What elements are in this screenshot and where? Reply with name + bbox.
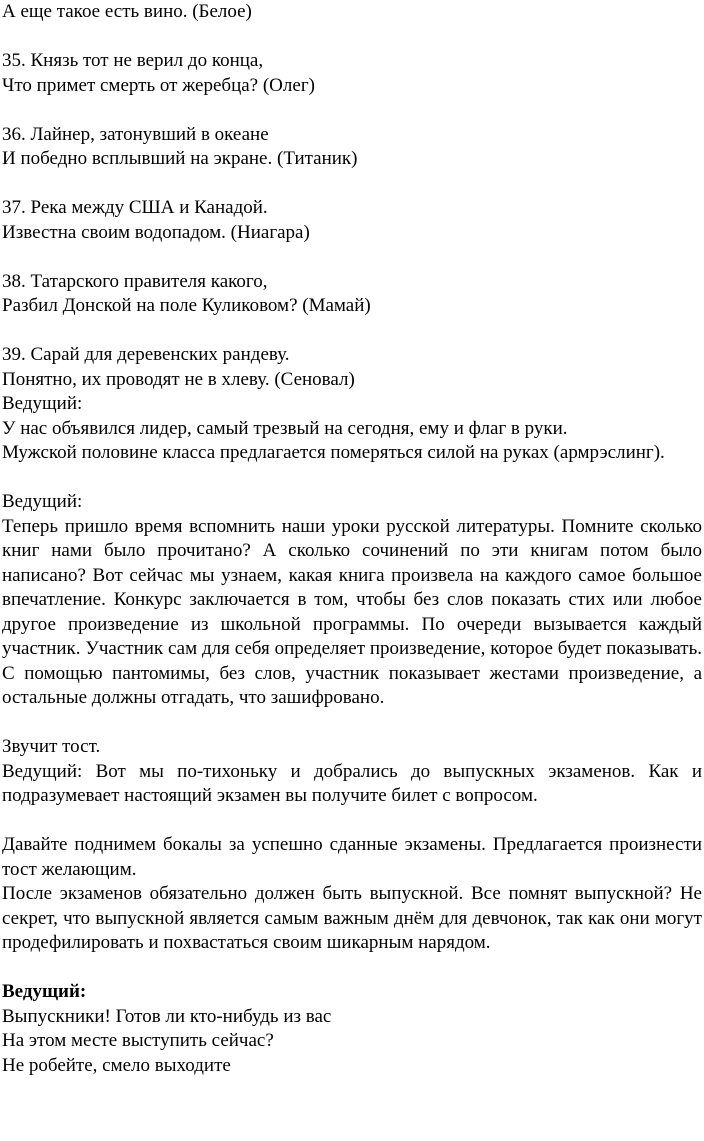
text-line: У нас объявился лидер, самый трезвый на сегодня, ему и флаг в руки. <box>2 417 568 439</box>
text-line: Звучит тост. <box>2 736 101 757</box>
blank-line <box>2 98 702 123</box>
text-line: А еще такое есть вино. (Белое) <box>2 1 252 22</box>
riddle-line: Разбил Донской на поле Куликовом? (Мамай) <box>2 295 371 316</box>
document-page <box>2 0 702 1078</box>
paragraph-toast: Давайте поднимем бокалы за успешно сданные экзамены. Предлагается произнести тост желающим. <box>2 834 702 880</box>
blank-line <box>2 956 702 981</box>
verse-line: Не робейте, смело выходите <box>2 1054 231 1076</box>
paragraph-prom: После экзаменов обязательно должен быть выпускной. Все помнят выпускной? Не секрет, что выпускной является самым важным днём для девчонок, так как они могут продефилировать и похвастаться своим шикарным нарядом. <box>2 883 702 953</box>
blank-line <box>2 466 702 491</box>
blank-line <box>2 172 702 197</box>
riddle-line: 38. Татарского правителя какого, <box>2 270 268 292</box>
speaker-label: Ведущий: <box>2 491 83 512</box>
riddle-line: Что примет смерть от жеребца? (Олег) <box>2 74 315 96</box>
paragraph-exams: Ведущий: Вот мы по-тихоньку и добрались до выпускных экзаменов. Как и подразумевает настоящий экзамен вы получите билет с вопросом. <box>2 760 702 806</box>
speaker-label-bold: Ведущий: <box>2 981 87 1002</box>
riddle-line: 37. Река между США и Канадой. <box>2 197 268 218</box>
paragraph-literature-contest: Теперь пришло время вспомнить наши уроки русской литературы. Помните сколько книг нами было прочитано? А сколько сочинений по эти книгам потом было написано? Вот сейчас мы узнаем, какая книга произвела на каждого самое большое впечатление. Конкурс заключается в том, чтобы без слов показать стих или любое другое произведение из школьной программы. По очереди вызывается каждый участник. Участник сам для себя определяет произведение, которое будет показывать. С помощью пантомимы, без слов, участник показывает жестами произведение, а остальные должны отгадать, что зашифровано. <box>2 515 702 708</box>
riddle-line: 36. Лайнер, затонувший в океане <box>2 123 269 145</box>
paragraph-armwrestling: Мужской половине класса предлагается померяться силой на руках (армрэслинг). <box>2 442 665 463</box>
speaker-label: Ведущий: <box>2 393 83 414</box>
blank-line <box>2 245 702 270</box>
riddle-line: Понятно, их проводят не в хлеву. (Сеновал) <box>2 368 355 390</box>
blank-line <box>2 25 702 50</box>
riddle-line: И победно всплывший на экране. (Титаник) <box>2 148 358 169</box>
riddle-line: 39. Сарай для деревенских рандеву. <box>2 344 290 365</box>
riddle-line: Известна своим водопадом. (Ниагара) <box>2 221 310 243</box>
riddle-line: 35. Князь тот не верил до конца, <box>2 50 264 71</box>
verse-line: На этом месте выступить сейчас? <box>2 1030 274 1051</box>
blank-line <box>2 319 702 344</box>
blank-line <box>2 711 702 736</box>
blank-line <box>2 809 702 834</box>
verse-line: Выпускники! Готов ли кто-нибудь из вас <box>2 1005 332 1027</box>
